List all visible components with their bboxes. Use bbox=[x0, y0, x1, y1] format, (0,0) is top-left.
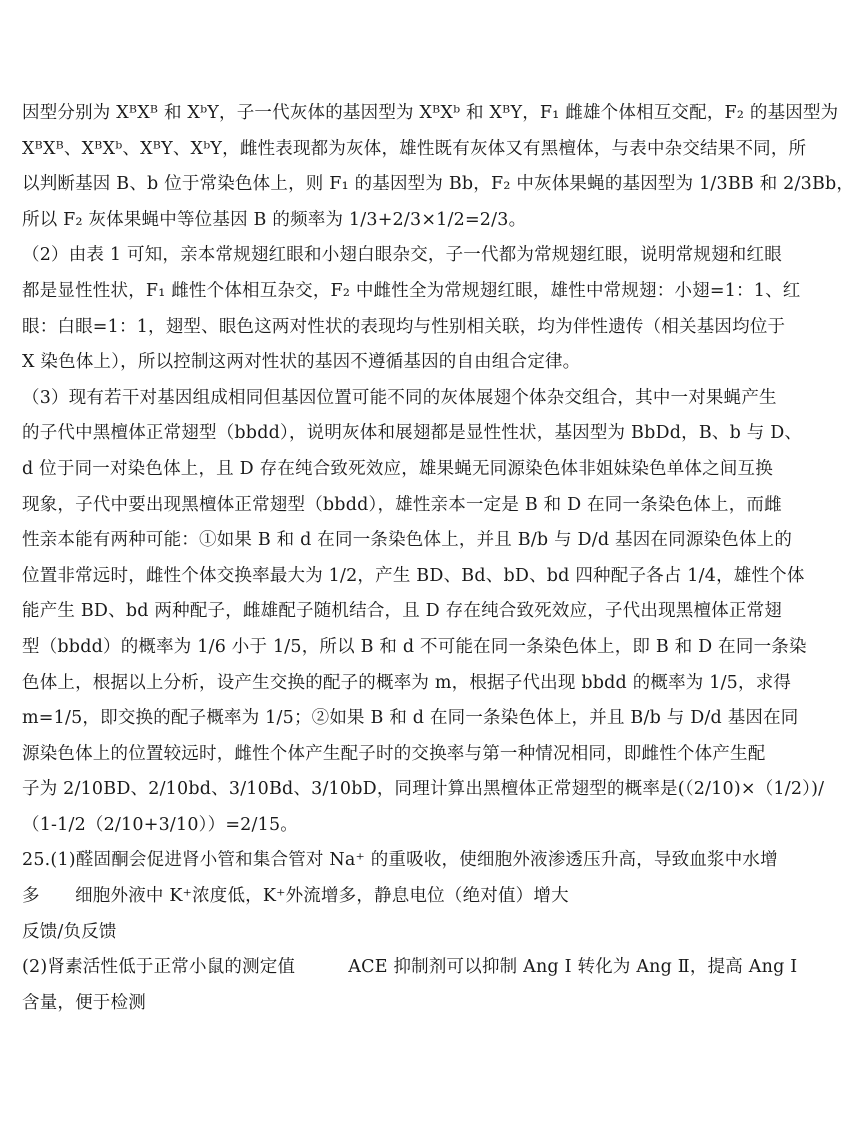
text-line: 现象，子代中要出现黑檀体正常翅型（bbdd），雄性亲本一定是 B 和 D 在同一条染色体上，而雌 bbox=[22, 494, 782, 515]
text-line: 子为 2/10BD、2/10bd、3/10Bd、3/10bD，同理计算出黑檀体正常翅型的概率是(（2/10)×（1/2）)/ bbox=[22, 779, 825, 800]
text-line: （3）现有若干对基因组成相同但基因位置可能不同的灰体展翅个体杂交组合，其中一对果蝇产生 bbox=[22, 387, 777, 408]
text-line: 多 细胞外液中 K⁺浓度低，K⁺外流增多，静息电位（绝对值）增大 bbox=[22, 886, 569, 907]
text-line: m=1/5，即交换的配子概率为 1/5；②如果 B 和 d 在同一条染色体上，并且 B/b 与 D/d 基因在同 bbox=[22, 708, 799, 729]
text-line: 含量，便于检测 bbox=[22, 992, 146, 1013]
text-line: 能产生 BD、bd 两种配子，雌雄配子随机结合，且 D 存在纯合致死效应，子代出现黑檀体正常翅 bbox=[22, 601, 782, 622]
text-line: XᴮXᴮ、XᴮXᵇ、XᴮY、XᵇY，雌性表现都为灰体，雄性既有灰体又有黑檀体，与表中杂交结果不同，所 bbox=[22, 138, 807, 159]
text-line: 型（bbdd）的概率为 1/6 小于 1/5，所以 B 和 d 不可能在同一条染色体上，即 B 和 D 在同一条染 bbox=[22, 636, 807, 657]
text-line: 色体上，根据以上分析，设产生交换的配子的概率为 m，根据子代出现 bbdd 的概率为 1/5，求得 bbox=[22, 672, 792, 693]
text-line: 反馈/负反馈 bbox=[22, 921, 117, 942]
text-line: X 染色体上），所以控制这两对性状的基因不遵循基因的自由组合定律。 bbox=[22, 352, 581, 373]
text-line: 因型分别为 XᴮXᴮ 和 XᵇY，子一代灰体的基因型为 XᴮXᵇ 和 XᴮY，F₁ 雌雄个体相互交配，F₂ 的基因型为 bbox=[22, 103, 839, 123]
text-line: 都是显性性状，F₁ 雌性个体相互杂交，F₂ 中雌性全为常规翅红眼，雄性中常规翅：小翅=1：1、红 bbox=[22, 280, 801, 301]
answer-part-3 bbox=[22, 381, 825, 844]
text-line: 所以 F₂ 灰体果蝇中等位基因 B 的频率为 1/3+2/3×1/2=2/3。 bbox=[22, 209, 527, 230]
text-line: 以判断基因 B、b 位于常染色体上，则 F₁ 的基因型为 Bb，F₂ 中灰体果蝇的基因型为 1/3BB 和 2/3Bb， bbox=[22, 174, 854, 195]
text-line: (2)肾素活性低于正常小鼠的测定值 ACE 抑制剂可以抑制 Ang Ⅰ 转化为 Ang Ⅱ，提高 Ang Ⅰ bbox=[22, 957, 798, 978]
answer-part-f1-genotype bbox=[22, 96, 854, 238]
text-line: 位置非常远时，雌性个体交换率最大为 1/2，产生 BD、Bd、bD、bd 四种配子各占 1/4，雄性个体 bbox=[22, 565, 805, 586]
text-line: 25.(1)醛固酮会促进肾小管和集合管对 Na⁺ 的重吸收，使细胞外液渗透压升高，导致血浆中水增 bbox=[22, 850, 778, 871]
text-line: （2）由表 1 可知，亲本常规翅红眼和小翅白眼杂交，子一代都为常规翅红眼，说明常规翅和红眼 bbox=[22, 245, 782, 266]
text-line: d 位于同一对染色体上，且 D 存在纯合致死效应，雄果蝇无同源染色体非姐妹染色单体之间互换 bbox=[22, 458, 773, 479]
answer-part-2 bbox=[22, 238, 801, 380]
text-line: 眼：白眼=1：1，翅型、眼色这两对性状的表现均与性别相关联，均为伴性遗传（相关基因均位于 bbox=[22, 316, 786, 337]
text-line: （1-1/2（2/10+3/10））=2/15。 bbox=[22, 814, 298, 835]
text-line: 源染色体上的位置较远时，雌性个体产生配子时的交换率与第一种情况相同，即雌性个体产生配 bbox=[22, 743, 766, 764]
text-line: 的子代中黑檀体正常翅型（bbdd），说明灰体和展翅都是显性性状，基因型为 BbDd，B、b 与 D、 bbox=[22, 423, 803, 444]
answer-question-25 bbox=[22, 843, 798, 1021]
text-line: 性亲本能有两种可能：①如果 B 和 d 在同一条染色体上，并且 B/b 与 D/d 基因在同源染色体上的 bbox=[22, 530, 793, 551]
